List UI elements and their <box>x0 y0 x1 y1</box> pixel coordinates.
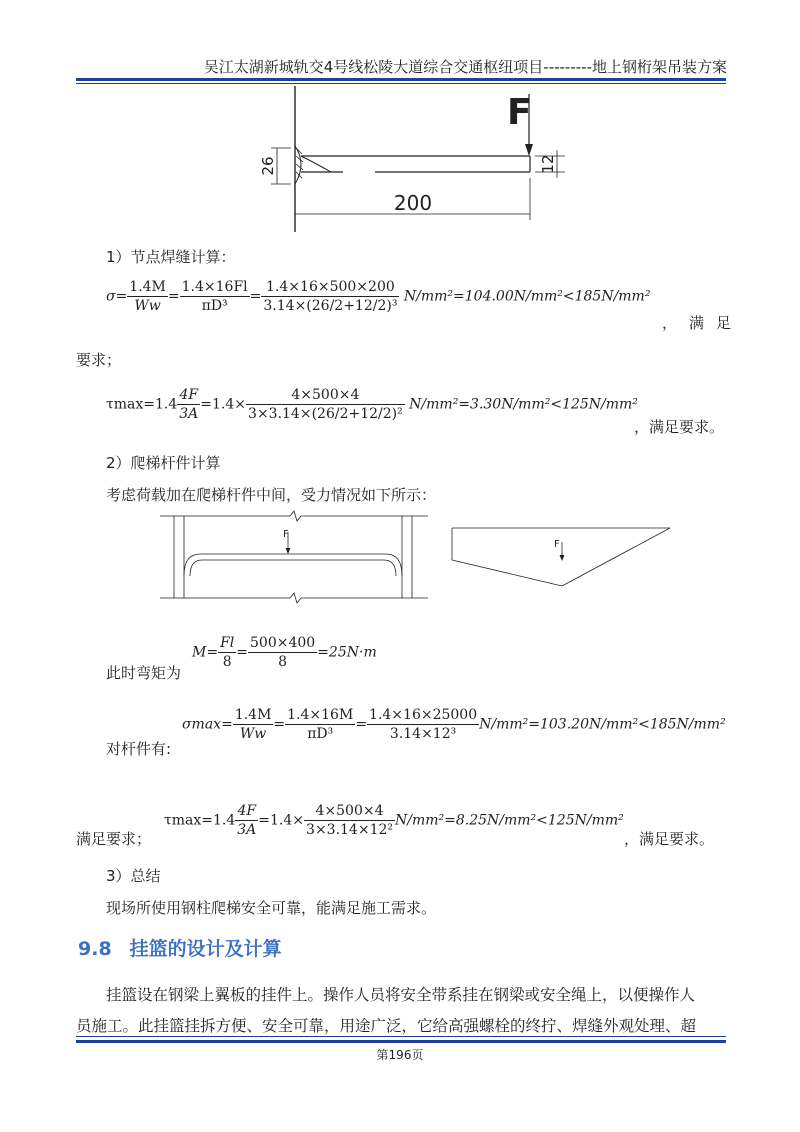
moment-f1-num: Fl <box>220 635 235 651</box>
moment-force-label: F <box>554 539 560 550</box>
shear-tail: ，满足要求。 <box>624 830 715 848</box>
member-f2-num: 1.4×16M <box>287 707 354 723</box>
dim-thickness: 12 <box>539 154 557 174</box>
member-stress-equation: σmax= $\frac{1.4M}{Ww}$ = $\frac{1.4\times 16M}{\text{πD³}}$ = $\frac{1.4\times 16\times 25000}{\text{3.14×12³}}$ N/mm²=103.20N/mm²<185N/mm² <box>182 707 726 742</box>
header-rule-thin <box>76 83 726 84</box>
ladder-force-label: F <box>283 529 289 540</box>
member-lhs: σmax= <box>182 716 233 733</box>
section-heading <box>78 934 282 961</box>
weld-detail-figure <box>255 86 585 232</box>
member-prefix: 对杆件有: <box>106 740 172 758</box>
eq2-f1-den: 3A <box>179 406 199 422</box>
eq1-f1-num: 1.4M <box>129 279 166 295</box>
member-f3-den: 3.14×12³ <box>367 724 479 743</box>
member-result: N/mm²=103.20N/mm²<185N/mm² <box>479 716 726 733</box>
eq1-f3-den: 3.14×(26/2+12/2)³ <box>263 298 398 314</box>
ladder-load-figure <box>160 510 430 606</box>
shear-lhs: τmax=1.4 <box>164 812 236 829</box>
eq2-tail: ，满足要求。 <box>634 418 725 436</box>
member-shear-equation <box>164 802 624 839</box>
eq2-f2-num: 4×500×4 <box>291 387 360 403</box>
eq2-f2-den: 3×3.14×(26/2+12/2)² <box>248 406 403 422</box>
footer-rule-thin <box>76 1036 726 1037</box>
eq1-wrap: 要求； <box>76 351 122 369</box>
force-label: F <box>507 92 532 133</box>
header-rule-thick <box>76 78 726 81</box>
section-title: 挂篮的设计及计算 <box>129 938 282 960</box>
summary-heading: 3）总结 <box>106 867 161 885</box>
header-title: 吴江太湖新城轨交4号线松陵大道综合交通枢纽项目---------地上钢桁架吊装方案 <box>203 58 727 76</box>
eq1-f2-den: πD³ <box>180 296 250 315</box>
shear-result: N/mm²=8.25N/mm²<125N/mm² <box>395 812 624 829</box>
ladder-calc-heading: 2）爬梯杆件计算 <box>106 454 221 472</box>
shear-f1-num: 4F <box>237 803 257 819</box>
shear-mid: =1.4× <box>258 812 305 829</box>
eq2-result: N/mm²=3.30N/mm²<125N/mm² <box>409 396 638 413</box>
shear-prefix: 满足要求； <box>76 830 152 848</box>
page-number: 第196页 <box>376 1048 424 1062</box>
eq1-tail: ，满足 <box>662 314 744 332</box>
dim-length: 200 <box>393 191 433 215</box>
dim-height: 26 <box>259 156 277 176</box>
member-f3-num: 1.4×16×25000 <box>369 707 478 723</box>
eq2-f1-num: 4F <box>179 387 199 403</box>
eq2-tau: τmax=1.4 <box>106 396 178 413</box>
section-number: 9.8 <box>78 938 112 960</box>
summary-text: 现场所使用钢柱爬梯安全可靠，能满足施工需求。 <box>106 899 437 917</box>
sigma-symbol: σ <box>106 288 116 305</box>
moment-f1-den: 8 <box>218 652 236 671</box>
weld-stress-equation: σ= $\frac{1.4M}{Ww}$ = $\frac{1.4\times 16Fl}{\text{πD³}}$ = $\frac{1.4\times 16\times 500\times 200}{\text{3.14×(26/2+12/2)³}}$ N/mm²=104.00N/mm²<185N/mm² <box>106 279 651 314</box>
ladder-intro: 考虑荷载加在爬梯杆件中间，受力情况如下所示： <box>106 486 437 504</box>
eq1-result: N/mm²=104.00N/mm²<185N/mm² <box>403 288 651 305</box>
paragraph-line-2: 员施工。此挂篮挂拆方便、安全可靠，用途广泛，它给高强螺栓的终拧、焊缝外观处理、超 <box>76 1017 697 1035</box>
weld-calc-heading: 1）节点焊缝计算： <box>106 248 236 266</box>
moment-f2-num: 500×400 <box>250 635 316 651</box>
moment-equation: M= $\frac{Fl}{8}$ = $\frac{500\times 400}{8}$ =25N·m <box>192 635 377 670</box>
eq1-f2-num: 1.4×16Fl <box>181 279 248 295</box>
eq2-mid: =1.4× <box>200 396 247 413</box>
moment-diagram-figure <box>450 520 672 590</box>
eq1-f3-num: 1.4×16×500×200 <box>266 279 395 295</box>
eq1-f1-den: Ww <box>127 296 168 315</box>
weld-shear-equation <box>106 386 638 423</box>
member-f1-num: 1.4M <box>234 707 272 723</box>
member-f2-den: πD³ <box>285 724 355 743</box>
footer-rule-thick <box>76 1040 726 1043</box>
moment-f2-den: 8 <box>248 652 317 671</box>
member-f1-den: Ww <box>233 724 274 743</box>
shear-f2-den: 3×3.14×12² <box>306 822 393 838</box>
moment-lhs: M= <box>192 644 219 661</box>
shear-f1-den: 3A <box>237 822 257 838</box>
moment-prefix: 此时弯矩为 <box>106 664 182 682</box>
paragraph-line-1: 挂篮设在钢梁上翼板的挂件上。操作人员将安全带系挂在钢梁或安全绳上，以便操作人 <box>106 986 696 1004</box>
shear-f2-num: 4×500×4 <box>315 803 384 819</box>
moment-result: =25N·m <box>317 644 377 661</box>
